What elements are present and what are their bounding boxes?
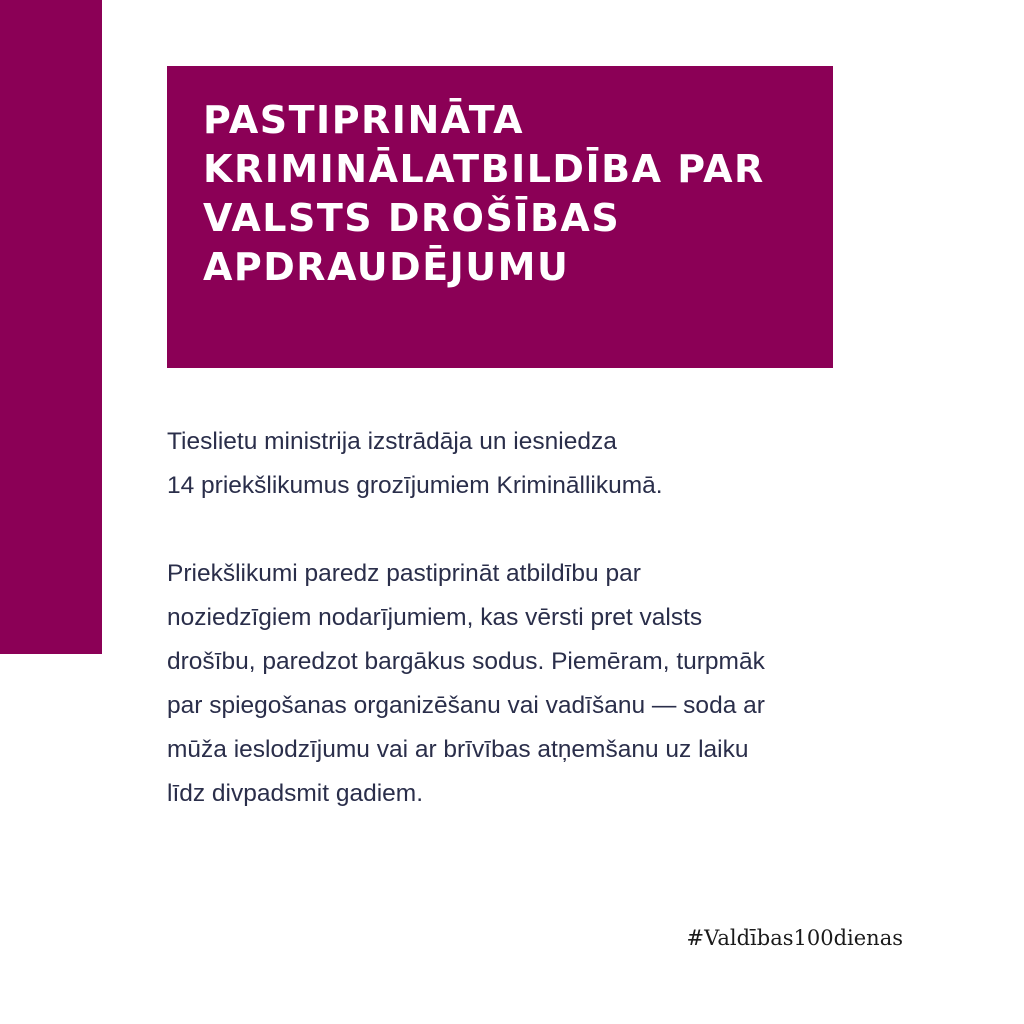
details-paragraph: [167, 552, 927, 816]
paragraph-line: par spiegošanas organizēšanu vai vadīšanu — soda ar: [167, 692, 765, 719]
paragraph-line: Priekšlikumi paredz pastiprināt atbildību par: [167, 560, 641, 587]
title-line: APDRAUDĒJUMU: [203, 245, 570, 289]
title-line: PASTIPRINĀTA: [203, 98, 525, 142]
paragraph-line: 14 priekšlikumus grozījumiem Krimināllikumā.: [167, 472, 663, 499]
title-box: [167, 66, 833, 368]
paragraph-line: mūža ieslodzījumu vai ar brīvības atņemšanu uz laiku: [167, 736, 749, 763]
paragraph-line: noziedzīgiem nodarījumiem, kas vērsti pret valsts: [167, 604, 703, 631]
intro-paragraph: [167, 420, 927, 508]
paragraph-line: līdz divpadsmit gadiem.: [167, 780, 424, 807]
hashtag: #Valdības100dienas: [686, 926, 903, 950]
title-line: VALSTS DROŠĪBAS: [203, 196, 621, 240]
paragraph-line: Tieslietu ministrija izstrādāja un iesniedza: [167, 428, 617, 455]
paragraph-line: drošību, paredzot bargākus sodus. Piemēram, turpmāk: [167, 648, 765, 675]
body-text: [167, 420, 927, 816]
accent-side-bar: [0, 0, 102, 654]
title-line: KRIMINĀLATBILDĪBA PAR: [203, 147, 765, 191]
